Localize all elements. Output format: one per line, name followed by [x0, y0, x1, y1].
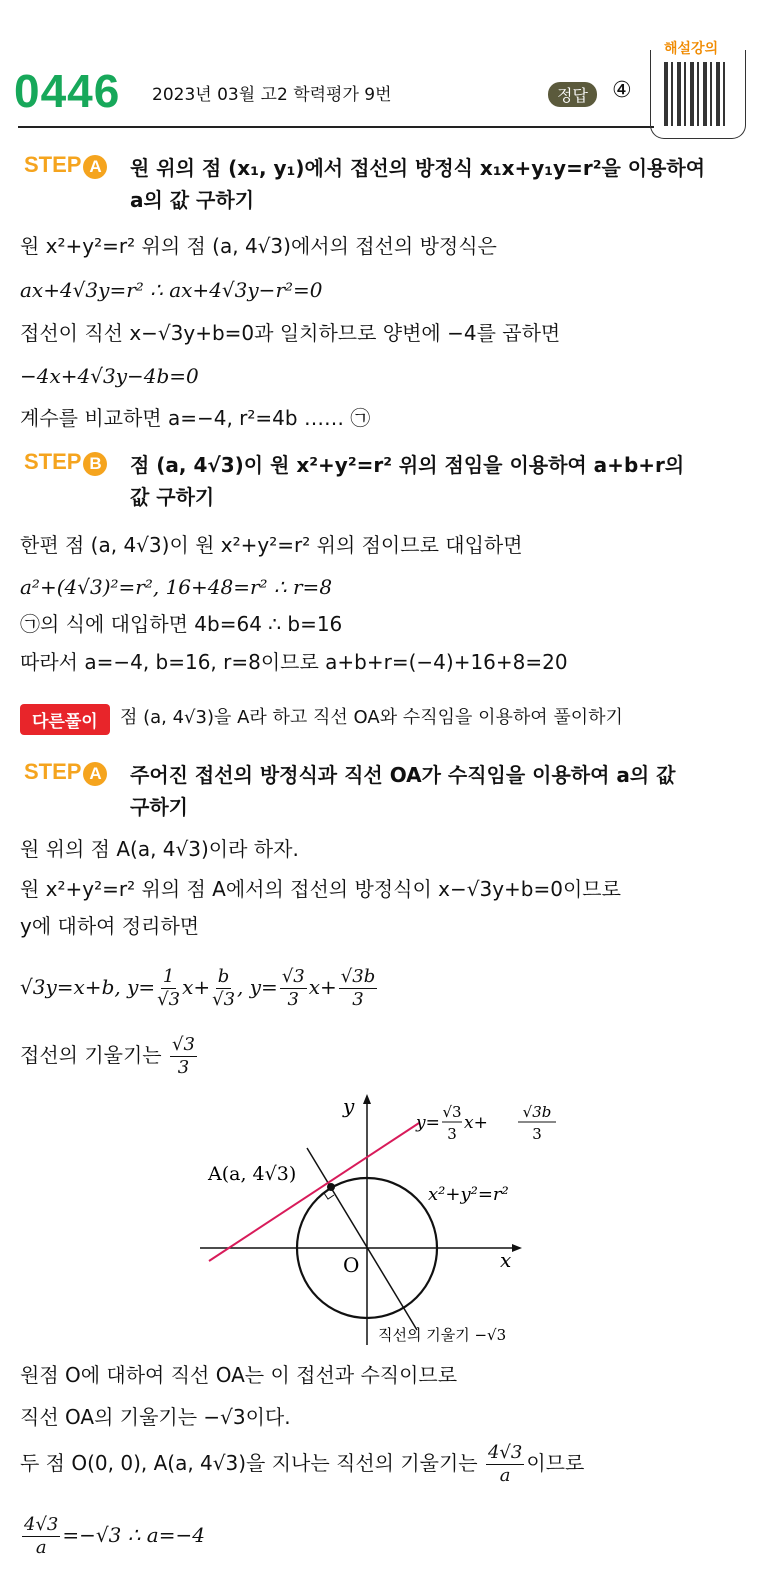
- step-letter: A: [83, 155, 107, 179]
- step-label: STEP: [24, 152, 82, 177]
- text-line: 따라서 a=−4, b=16, r=8이므로 a+b+r=(−4)+16+8=20: [20, 650, 568, 674]
- x-axis-arrow-icon: [512, 1244, 522, 1252]
- step-label: STEP: [24, 759, 82, 784]
- denominator: √3: [157, 989, 181, 1010]
- alt-solution-text: 점 (a, 4√3)을 A라 하고 직선 OA와 수직임을 이용하여 풀이하기: [120, 707, 623, 728]
- final-equation: [20, 1510, 205, 1560]
- text-line: 계수를 비교하면 a=−4, r²=4b …… ㉠: [20, 406, 371, 430]
- text-line: 한편 점 (a, 4√3)이 원 x²+y²=r² 위의 점이므로 대입하면: [20, 533, 523, 557]
- tangent-label: y=: [416, 1113, 440, 1133]
- text-line: 원 x²+y²=r² 위의 점 A에서의 접선의 방정식이 x−√3y+b=0이므로: [20, 877, 621, 901]
- eq-part: 두 점 O(0, 0), A(a, 4√3)을 지나는 직선의 기울기는: [20, 1451, 478, 1475]
- eq-part: 이므로: [526, 1451, 585, 1475]
- numerator: b: [217, 966, 230, 987]
- eq-part: 접선의 기울기는: [20, 1043, 162, 1067]
- step-letter: A: [83, 762, 107, 786]
- numerator: √3: [281, 966, 305, 987]
- problem-source: 2023년 03월 고2 학력평가 9번: [152, 85, 392, 105]
- numerator: √3b: [340, 966, 376, 987]
- problem-number: 0446: [14, 65, 121, 117]
- denominator: a: [499, 1465, 511, 1486]
- text-line: y에 대하여 정리하면: [20, 914, 200, 938]
- point-a: [327, 1183, 335, 1191]
- denominator: 3: [447, 1125, 457, 1143]
- x-axis-label: x: [500, 1248, 512, 1272]
- answer-badge: 정답: [548, 82, 597, 107]
- y-axis-label: y: [343, 1094, 355, 1118]
- step-label: STEP: [24, 449, 82, 474]
- numerator: √3: [442, 1103, 462, 1121]
- y-axis-arrow-icon: [363, 1094, 371, 1104]
- circle-equation-label: x²+y²=r²: [428, 1184, 509, 1205]
- right-angle-mark: [324, 1193, 334, 1199]
- text-line: 접선이 직선 x−√3y+b=0과 일치하므로 양변에 −4를 곱하면: [20, 321, 561, 345]
- denominator: 3: [352, 989, 364, 1010]
- origin-label: O: [343, 1253, 360, 1277]
- eq-part: , y=: [237, 975, 278, 999]
- denominator: √3: [212, 989, 236, 1010]
- alt-solution-badge: 다른풀이: [20, 704, 110, 735]
- fraction: [22, 1514, 60, 1559]
- numerator: √3b: [522, 1103, 552, 1121]
- numerator: 4√3: [487, 1442, 523, 1463]
- point-a-label: A(a, 4√3): [208, 1163, 297, 1185]
- numerator: √3: [171, 1034, 195, 1055]
- step-title-line: 값 구하기: [130, 485, 215, 509]
- answer-value: ④: [612, 78, 632, 103]
- denominator: a: [35, 1537, 47, 1558]
- text-line: ㉠의 식에 대입하면 4b=64 ∴ b=16: [20, 612, 343, 636]
- numerator: 4√3: [24, 1514, 59, 1535]
- qr-label: 해설강의: [664, 41, 719, 57]
- step-title-line: 원 위의 점 (x₁, y₁)에서 접선의 방정식 x₁x+y₁y=r²을 이용하여: [130, 156, 706, 180]
- denominator: 3: [532, 1125, 542, 1143]
- eq-part: √3y=x+b, y=: [20, 975, 156, 999]
- text-line: [20, 1438, 584, 1488]
- denominator: 3: [287, 989, 299, 1010]
- text-line: ax+4√3y=r² ∴ ax+4√3y−r²=0: [20, 278, 323, 302]
- text-line: 원 x²+y²=r² 위의 점 (a, 4√3)에서의 접선의 방정식은: [20, 234, 497, 258]
- step-letter: B: [83, 452, 107, 476]
- eq-part: x+: [308, 975, 337, 999]
- text-line: 직선 OA의 기울기는 −√3이다.: [20, 1405, 291, 1429]
- text-line: 원점 O에 대하여 직선 OA는 이 접선과 수직이므로: [20, 1363, 458, 1387]
- fraction: [486, 1442, 524, 1487]
- tangent-line: [209, 1123, 419, 1261]
- step-title-line: a의 값 구하기: [130, 188, 255, 212]
- eq-part: =−√3 ∴ a=−4: [62, 1523, 205, 1547]
- denominator: 3: [177, 1057, 190, 1078]
- step-title-line: 구하기: [130, 795, 188, 819]
- tangent-label: x+: [464, 1113, 488, 1133]
- text-line: a²+(4√3)²=r², 16+48=r² ∴ r=8: [20, 575, 333, 599]
- text-line: −4x+4√3y−4b=0: [20, 364, 199, 388]
- eq-part: x+: [182, 975, 211, 999]
- text-line: 원 위의 점 A(a, 4√3)이라 하자.: [20, 837, 299, 861]
- normal-line-label: 직선의 기울기 −√3: [378, 1326, 507, 1344]
- numerator: 1: [162, 966, 175, 987]
- step-title-line: 주어진 접선의 방정식과 직선 OA가 수직임을 이용하여 a의 값: [130, 763, 676, 787]
- step-title-line: 점 (a, 4√3)이 원 x²+y²=r² 위의 점임을 이용하여 a+b+r의: [130, 453, 685, 477]
